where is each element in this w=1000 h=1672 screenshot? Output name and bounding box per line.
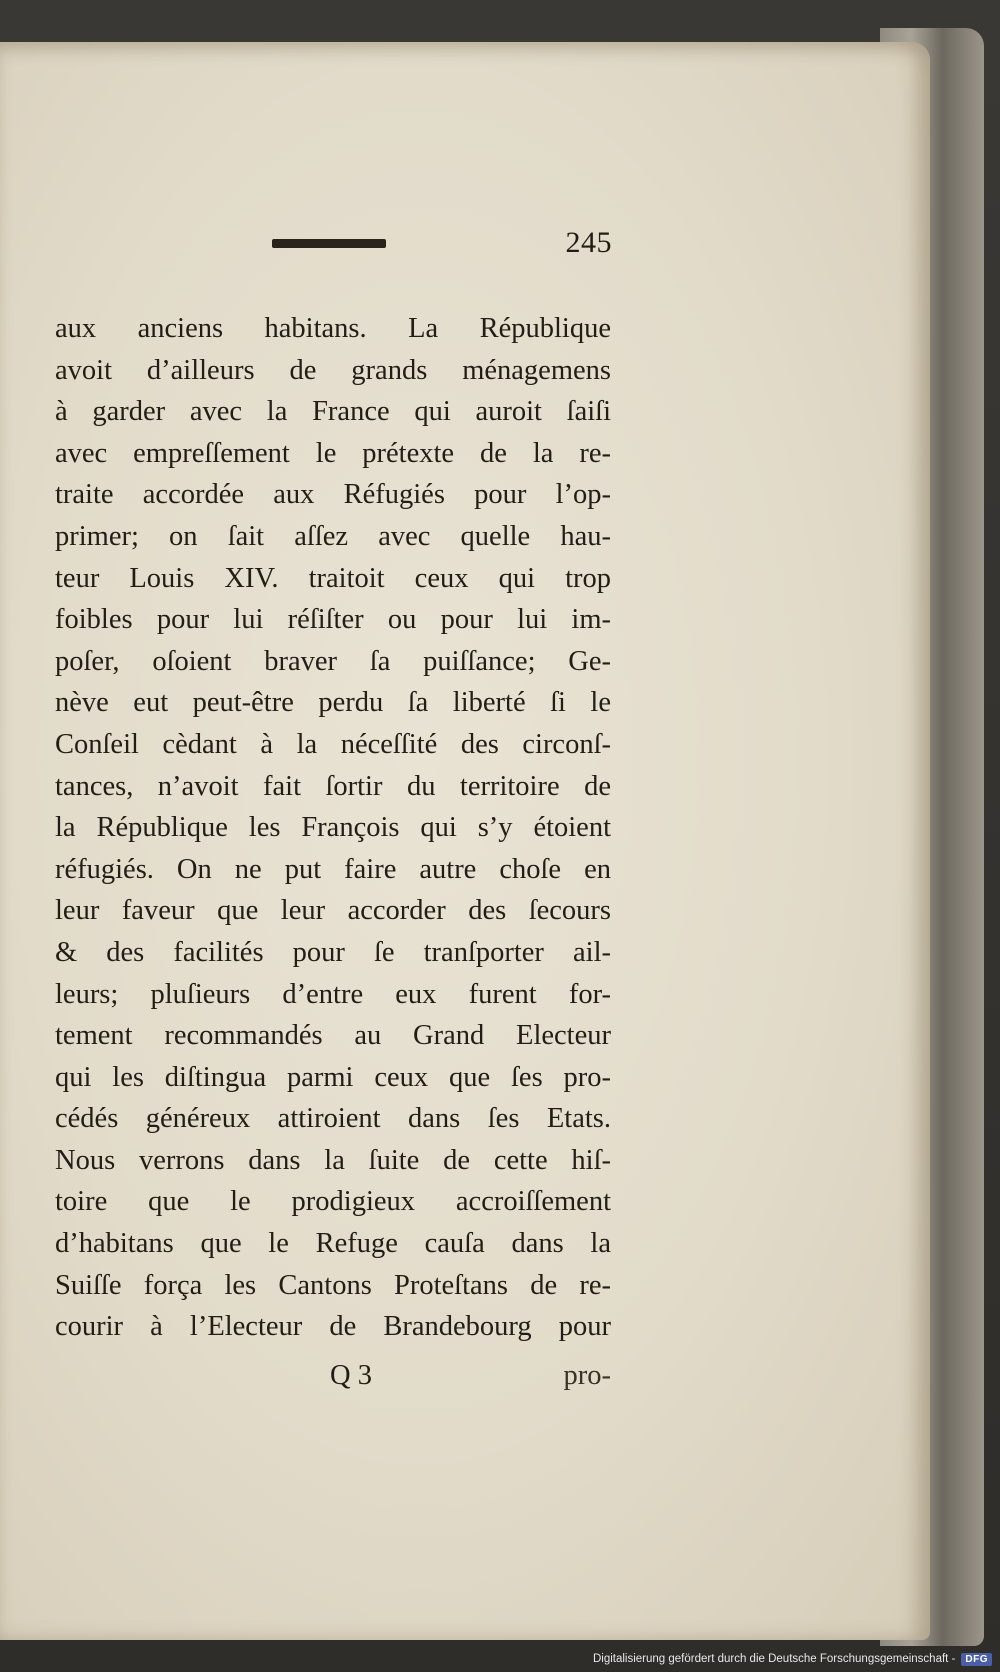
text-line: courir à l’Electeur de Brandebourg pour [55, 1311, 611, 1343]
text-line: traite accordée aux Réfugiés pour l’op- [55, 479, 611, 511]
book-page [0, 42, 930, 1640]
header-rule [272, 239, 386, 248]
text-line: cédés généreux attiroient dans ſes Etats. [55, 1103, 611, 1135]
text-line: teur Louis XIV. traitoit ceux qui trop [55, 562, 611, 594]
text-line: aux anciens habitans. La République [55, 313, 611, 344]
catchword: pro- [563, 1360, 611, 1391]
body-text [55, 308, 611, 1348]
page-header [272, 226, 612, 266]
text-line: tement recommandés au Grand Electeur [55, 1020, 611, 1052]
credit-text: Digitalisierung gefördert durch die Deutsche Forschungsgemeinschaft - [592, 1653, 956, 1665]
page-footer [55, 1360, 611, 1404]
text-line: leur faveur que leur accorder des ſecours [55, 895, 611, 927]
text-line: nève eut peut-être perdu ſa liberté ſi le [55, 687, 611, 719]
dfg-logo: DFG [961, 1653, 992, 1666]
text-line: & des facilités pour ſe tranſporter ail- [55, 936, 611, 968]
text-line: à garder avec la France qui auroit ſaiſi [55, 396, 611, 428]
text-line: la République les François qui s’y étoient [55, 812, 611, 844]
text-line: Nous verrons dans la ſuite de cette hiſ- [55, 1144, 611, 1176]
text-line: réfugiés. On ne put faire autre choſe en [55, 853, 611, 885]
text-line: avec empreſſement le prétexte de la re- [55, 437, 611, 469]
text-line: tances, n’avoit fait ſortir du territoire de [55, 770, 611, 802]
digitization-credit [593, 1649, 992, 1669]
text-line: toire que le prodigieux accroiſſement [55, 1186, 611, 1218]
text-line: foibles pour lui réſiſter ou pour lui im- [55, 604, 611, 636]
text-line: primer; on ſait aſſez avec quelle hau- [55, 520, 611, 552]
text-line: avoit d’ailleurs de grands ménagemens [55, 354, 611, 386]
page-number: 245 [565, 226, 612, 259]
text-line: Suiſſe força les Cantons Proteſtans de re- [55, 1269, 611, 1301]
text-line: d’habitans que le Refuge cauſa dans la [55, 1228, 611, 1260]
text-line: qui les diſtingua parmi ceux que ſes pro- [55, 1061, 611, 1093]
text-line: Conſeil cèdant à la néceſſité des circonſ- [55, 728, 611, 760]
text-line: poſer, oſoient braver ſa puiſſance; Ge- [55, 645, 611, 677]
text-line: leurs; pluſieurs d’entre eux furent for- [55, 978, 611, 1010]
signature-mark: Q 3 [330, 1360, 372, 1391]
